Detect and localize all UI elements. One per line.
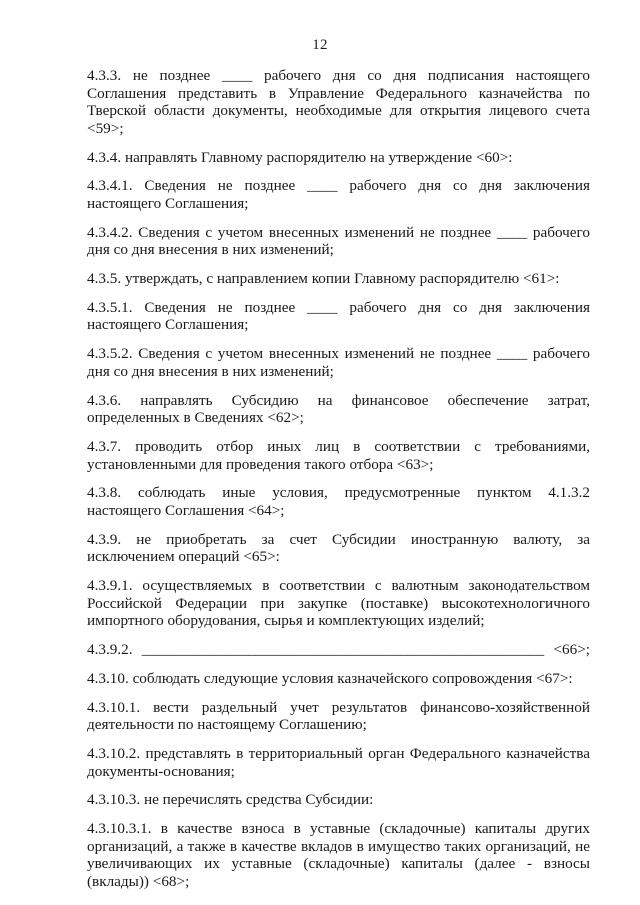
paragraph-4-3-4: 4.3.4. направлять Главному распорядителю на утверждение <60>: — [87, 148, 513, 166]
page-number: 12 — [312, 37, 328, 53]
paragraph-4-3-9-1: 4.3.9.1. осуществляемых в соответствии с валютным законодательством Российской Федерации при закупке (поставке) высокотехнологичного импортного оборудования, сырья и комплектующих изделий; — [87, 577, 590, 630]
paragraph-4-3-5: 4.3.5. утверждать, с направлением копии Главному распорядителю <61>: — [87, 270, 560, 288]
paragraph-4-3-10-1: 4.3.10.1. вести раздельный учет результатов финансово-хозяйственной деятельности по настоящему Соглашению; — [87, 698, 590, 734]
document-body — [87, 67, 590, 902]
paragraph-4-3-10-2: 4.3.10.2. представлять в территориальный орган Федерального казначейства документы-основания; — [87, 745, 590, 780]
paragraph-4-3-9: 4.3.9. не приобретать за счет Субсидии иностранную валюту, за исключением операций <65>: — [87, 530, 590, 566]
paragraph-4-3-7: 4.3.7. проводить отбор иных лиц в соответствии с требованиями, установленными для проведения такого отбора <63>; — [87, 438, 590, 473]
paragraph-4-3-4-2: 4.3.4.2. Сведения с учетом внесенных изменений не позднее ____ рабочего дня со дня внесения в них изменений; — [87, 223, 590, 259]
paragraph-4-3-6: 4.3.6. направлять Субсидию на финансовое обеспечение затрат, определенных в Сведениях <62>; — [87, 391, 590, 427]
paragraph-4-3-9-2: 4.3.9.2. _____________________________________________________ <66>; — [87, 641, 590, 659]
paragraph-4-3-4-1: 4.3.4.1. Сведения не позднее ____ рабочего дня со дня заключения настоящего Соглашения; — [87, 177, 590, 212]
paragraph-4-3-10-3: 4.3.10.3. не перечислять средства Субсидии: — [87, 791, 374, 809]
paragraph-4-3-8: 4.3.8. соблюдать иные условия, предусмотренные пунктом 4.1.3.2 настоящего Соглашения <64>; — [87, 484, 590, 519]
paragraph-4-3-10: 4.3.10. соблюдать следующие условия казначейского сопровождения <67>: — [87, 669, 573, 687]
paragraph-4-3-5-2: 4.3.5.2. Сведения с учетом внесенных изменений не позднее ____ рабочего дня со дня внесения в них изменений; — [87, 345, 590, 380]
paragraph-4-3-5-1: 4.3.5.1. Сведения не позднее ____ рабочего дня со дня заключения настоящего Соглашения; — [87, 298, 590, 334]
paragraph-4-3-3: 4.3.3. не позднее ____ рабочего дня со дня подписания настоящего Соглашения представить в Управление Федерального казначейства по Тверской области документы, необходимые для открытия лицевого счета <59>; — [87, 67, 590, 137]
paragraph-4-3-10-3-1: 4.3.10.3.1. в качестве взноса в уставные (складочные) капиталы других организаций, а также в качестве вкладов в имущество таких организаций, не увеличивающих их уставные (складочные) капиталы (далее - взносы (вклады)) <68>; — [87, 820, 590, 890]
